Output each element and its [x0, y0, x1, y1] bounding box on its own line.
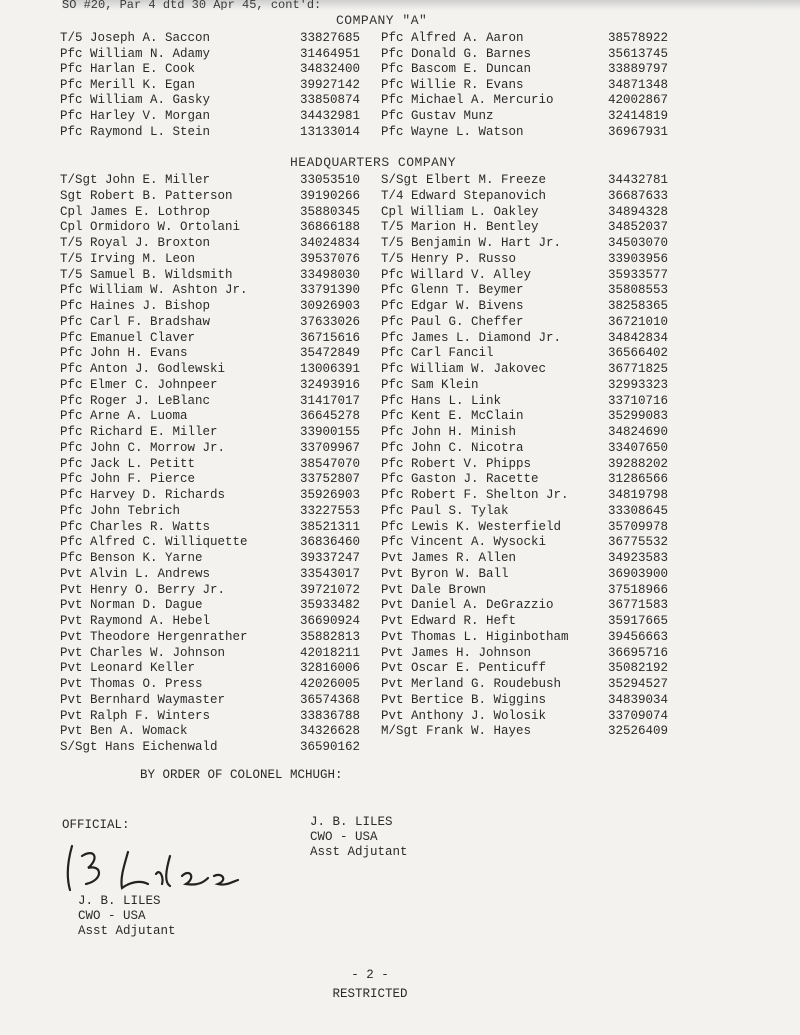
serial-number-left: 13006391 [300, 362, 361, 376]
serial-number-right: 36695716 [608, 645, 669, 660]
signer-name: J. B. LILES [78, 894, 161, 908]
soldier-name-right: Pvt Bertice B. Wiggins [381, 692, 547, 707]
serial-number-right: 36721010 [608, 314, 669, 329]
soldier-name-right: Pfc Wayne L. Watson [381, 124, 524, 139]
soldier-name-right: Pvt Byron W. Ball [381, 566, 509, 581]
serial-number-left: 35880345 [300, 204, 361, 219]
soldier-name-left: Pfc Merill K. Egan [60, 77, 196, 92]
serial-number-left: 35882813 [300, 629, 361, 644]
soldier-name-left: Pfc John H. Evans [60, 346, 188, 361]
soldier-name-left: Pfc Alfred C. Williquette [60, 535, 248, 550]
soldier-name-right: Pfc Donald G. Barnes [381, 46, 532, 61]
serial-number-left: 39190266 [300, 188, 361, 203]
roster-row [0, 31, 800, 47]
signer-title: Asst Adjutant [310, 845, 408, 859]
serial-number-right: 31286566 [608, 472, 669, 487]
soldier-name-right: Pfc Carl Fancil [381, 346, 494, 361]
soldier-name-right: Pvt Anthony J. Wolosik [381, 708, 547, 723]
official-label: OFFICIAL: [62, 818, 130, 832]
continuation-header: SO #20, Par 4 dtd 30 Apr 45, cont'd: [62, 0, 800, 10]
roster-row [0, 693, 800, 709]
serial-number-left: 35926903 [300, 488, 361, 502]
soldier-name-right: Pfc Glenn T. Beymer [381, 283, 524, 298]
roster-row [0, 583, 800, 599]
roster-row [0, 331, 800, 347]
soldier-name-right: Pfc Hans L. Link [381, 393, 502, 408]
serial-number-left: 36590162 [300, 740, 361, 754]
serial-number-left: 34432981 [300, 108, 361, 123]
roster-row [0, 78, 800, 94]
roster-row [0, 409, 800, 425]
company-a-heading: COMPANY "A" [336, 13, 428, 28]
roster-row [0, 457, 800, 473]
roster-row [0, 520, 800, 536]
soldier-name-left: Pvt Leonard Keller [60, 661, 196, 676]
soldier-name-right: M/Sgt Frank W. Hayes [381, 724, 532, 739]
roster-row [0, 125, 800, 141]
serial-number-right: 32526409 [608, 724, 669, 739]
serial-number-left: 30926903 [300, 299, 361, 313]
roster-row [0, 268, 800, 284]
soldier-name-left: Pfc Jack L. Petitt [60, 456, 196, 471]
soldier-name-right: Pfc Gaston J. Racette [381, 472, 539, 487]
serial-number-right: 36687633 [608, 188, 669, 203]
soldier-name-left: Pvt Ralph F. Winters [60, 708, 211, 723]
soldier-name-left: Pfc John C. Morrow Jr. [60, 440, 226, 455]
signature-block-left [78, 894, 176, 939]
soldier-name-left: Pvt Raymond A. Hebel [60, 614, 211, 628]
serial-number-right: 39288202 [608, 456, 669, 471]
soldier-name-left: Pvt Thomas O. Press [60, 677, 203, 691]
roster-row [0, 252, 800, 268]
soldier-name-right: Pvt Dale Brown [381, 582, 487, 597]
roster-row [0, 189, 800, 205]
soldier-name-right: Pfc Alfred A. Aaron [381, 31, 524, 45]
roster-row [0, 598, 800, 614]
roster-row [0, 283, 800, 299]
serial-number-left: 33053510 [300, 173, 361, 187]
serial-number-right: 36771583 [608, 598, 669, 613]
serial-number-right: 34839034 [608, 692, 669, 707]
soldier-name-right: T/4 Edward Stepanovich [381, 188, 547, 203]
roster-row [0, 315, 800, 331]
soldier-name-right: Pfc Gustav Munz [381, 108, 494, 123]
soldier-name-left: Pfc Elmer C. Johnpeer [60, 377, 218, 392]
signer-title: Asst Adjutant [78, 924, 176, 938]
serial-number-right: 34894328 [608, 204, 669, 219]
serial-number-right: 33308645 [608, 503, 669, 518]
serial-number-right: 42002867 [608, 93, 669, 108]
serial-number-right: 35613745 [608, 46, 669, 61]
serial-number-left: 33791390 [300, 283, 361, 298]
soldier-name-left: Pfc Richard E. Miller [60, 425, 218, 439]
order-line: BY ORDER OF COLONEL MCHUGH: [140, 768, 343, 782]
serial-number-left: 31417017 [300, 393, 361, 408]
soldier-name-left: Pvt Bernhard Waymaster [60, 692, 226, 707]
serial-number-right: 32414819 [608, 108, 669, 123]
roster-row [0, 535, 800, 551]
soldier-name-left: Pfc Arne A. Luoma [60, 409, 188, 424]
signer-rank: CWO - USA [78, 909, 146, 923]
roster-row [0, 378, 800, 394]
serial-number-right: 38258365 [608, 299, 669, 313]
roster-row [0, 472, 800, 488]
serial-number-left: 33850874 [300, 93, 361, 108]
serial-number-right: 36903900 [608, 566, 669, 581]
serial-number-right: 34824690 [608, 425, 669, 439]
serial-number-left: 33827685 [300, 31, 361, 45]
roster-row [0, 425, 800, 441]
soldier-name-left: T/5 Samuel B. Wildsmith [60, 267, 233, 282]
serial-number-right: 35808553 [608, 283, 669, 298]
soldier-name-right: Pvt Edward R. Heft [381, 614, 517, 628]
serial-number-left: 38547070 [300, 456, 361, 471]
soldier-name-left: Pfc Roger J. LeBlanc [60, 393, 211, 408]
soldier-name-left: Sgt Robert B. Patterson [60, 188, 233, 203]
soldier-name-right: T/5 Marion H. Bentley [381, 220, 539, 235]
signer-name: J. B. LILES [310, 815, 393, 829]
serial-number-right: 33709074 [608, 708, 669, 723]
serial-number-left: 39721072 [300, 582, 361, 597]
roster-row [0, 299, 800, 315]
classification-marking: RESTRICTED [332, 987, 408, 1001]
soldier-name-left: T/5 Joseph A. Saccon [60, 31, 211, 45]
serial-number-left: 33836788 [300, 708, 361, 723]
soldier-name-right: Pfc Lewis K. Westerfield [381, 519, 562, 534]
serial-number-right: 36967931 [608, 124, 669, 139]
soldier-name-right: Pfc Kent E. McClain [381, 409, 524, 424]
roster-row [0, 362, 800, 378]
serial-number-right: 36771825 [608, 362, 669, 376]
serial-number-left: 32493916 [300, 377, 361, 392]
roster-row [0, 646, 800, 662]
soldier-name-right: Pfc Robert F. Shelton Jr. [381, 488, 569, 502]
soldier-name-right: Cpl William L. Oakley [381, 204, 539, 219]
serial-number-left: 38521311 [300, 519, 361, 534]
soldier-name-right: Pfc John C. Nicotra [381, 440, 524, 455]
soldier-name-right: Pfc Bascom E. Duncan [381, 62, 532, 77]
serial-number-left: 33709967 [300, 440, 361, 455]
soldier-name-left: Cpl Ormidoro W. Ortolani [60, 220, 241, 235]
roster-row [0, 677, 800, 693]
serial-number-right: 36566402 [608, 346, 669, 361]
serial-number-left: 36645278 [300, 409, 361, 424]
roster-row [0, 488, 800, 504]
roster-row [0, 173, 800, 189]
soldier-name-left: Pfc Emanuel Claver [60, 330, 196, 345]
signature-block-right [310, 815, 408, 860]
serial-number-left: 35933482 [300, 598, 361, 613]
soldier-name-left: Pvt Ben A. Womack [60, 724, 188, 739]
serial-number-left: 39537076 [300, 251, 361, 266]
soldier-name-right: T/5 Benjamin W. Hart Jr. [381, 236, 562, 250]
roster-row [0, 567, 800, 583]
roster-row [0, 220, 800, 236]
roster-row [0, 709, 800, 725]
soldier-name-right: Pvt Oscar E. Penticuff [381, 661, 547, 676]
serial-number-right: 33889797 [608, 62, 669, 77]
soldier-name-left: Pfc Charles R. Watts [60, 519, 211, 534]
soldier-name-left: Cpl James E. Lothrop [60, 204, 211, 219]
soldier-name-left: Pfc Benson K. Yarne [60, 551, 203, 565]
soldier-name-left: Pfc Raymond L. Stein [60, 124, 211, 139]
serial-number-left: 33900155 [300, 425, 361, 439]
serial-number-left: 13133014 [300, 124, 361, 139]
soldier-name-left: Pfc Harvey D. Richards [60, 488, 226, 502]
roster-row [0, 551, 800, 567]
serial-number-left: 36836460 [300, 535, 361, 550]
soldier-name-right: Pfc Paul S. Tylak [381, 503, 509, 518]
soldier-name-left: S/Sgt Hans Eichenwald [60, 740, 218, 754]
hq-company-heading: HEADQUARTERS COMPANY [290, 155, 457, 170]
soldier-name-right: Pfc John H. Minish [381, 425, 517, 439]
soldier-name-left: Pvt Theodore Hergenrather [60, 629, 248, 644]
soldier-name-left: T/5 Irving M. Leon [60, 251, 196, 266]
serial-number-left: 34326628 [300, 724, 361, 739]
serial-number-right: 35709978 [608, 519, 669, 534]
soldier-name-left: Pfc William N. Adamy [60, 46, 211, 61]
roster-row [0, 394, 800, 410]
roster-row [0, 346, 800, 362]
soldier-name-left: Pvt Norman D. Dague [60, 598, 203, 613]
serial-number-left: 31464951 [300, 46, 361, 61]
soldier-name-right: Pvt James H. Johnson [381, 645, 532, 660]
signer-rank: CWO - USA [310, 830, 378, 844]
roster-row [0, 93, 800, 109]
soldier-name-right: Pfc Michael A. Mercurio [381, 93, 554, 108]
serial-number-left: 33752807 [300, 472, 361, 487]
soldier-name-right: Pfc Paul G. Cheffer [381, 314, 524, 329]
serial-number-right: 34432781 [608, 173, 669, 187]
roster-row [0, 109, 800, 125]
roster-row [0, 236, 800, 252]
soldier-name-left: Pfc Carl F. Bradshaw [60, 314, 211, 329]
roster-row [0, 724, 800, 740]
serial-number-right: 34923583 [608, 551, 669, 565]
soldier-name-right: Pvt Daniel A. DeGrazzio [381, 598, 554, 613]
roster-row [0, 630, 800, 646]
serial-number-left: 42018211 [300, 645, 361, 660]
serial-number-right: 34819798 [608, 488, 669, 502]
soldier-name-right: T/5 Henry P. Russo [381, 251, 517, 266]
soldier-name-left: Pfc Anton J. Godlewski [60, 362, 226, 376]
serial-number-right: 34842834 [608, 330, 669, 345]
roster-row [0, 661, 800, 677]
roster-row [0, 62, 800, 78]
serial-number-right: 38578922 [608, 31, 669, 45]
soldier-name-right: Pfc Robert V. Phipps [381, 456, 532, 471]
serial-number-left: 36866188 [300, 220, 361, 235]
serial-number-right: 34871348 [608, 77, 669, 92]
soldier-name-left: Pfc Harlan E. Cook [60, 62, 196, 77]
soldier-name-right: S/Sgt Elbert M. Freeze [381, 173, 547, 187]
roster-row [0, 740, 800, 756]
soldier-name-right: Pfc James L. Diamond Jr. [381, 330, 562, 345]
soldier-name-left: Pvt Alvin L. Andrews [60, 566, 211, 581]
soldier-name-left: Pfc William A. Gasky [60, 93, 211, 108]
serial-number-left: 33543017 [300, 566, 361, 581]
soldier-name-right: Pvt Merland G. Roudebush [381, 677, 562, 691]
roster-row [0, 614, 800, 630]
serial-number-right: 35917665 [608, 614, 669, 628]
soldier-name-left: Pfc William W. Ashton Jr. [60, 283, 248, 298]
company-a-roster [0, 31, 800, 140]
serial-number-right: 34852037 [608, 220, 669, 235]
soldier-name-left: Pfc John F. Pierce [60, 472, 196, 487]
serial-number-right: 35933577 [608, 267, 669, 282]
serial-number-left: 34832400 [300, 62, 361, 77]
serial-number-right: 37518966 [608, 582, 669, 597]
soldier-name-right: Pvt James R. Allen [381, 551, 517, 565]
serial-number-left: 33227553 [300, 503, 361, 518]
soldier-name-right: Pfc William W. Jakovec [381, 362, 547, 376]
serial-number-left: 42026005 [300, 677, 361, 691]
soldier-name-left: Pfc Haines J. Bishop [60, 299, 211, 313]
serial-number-left: 37633026 [300, 314, 361, 329]
serial-number-right: 35082192 [608, 661, 669, 676]
serial-number-right: 34503070 [608, 236, 669, 250]
serial-number-right: 35294527 [608, 677, 669, 691]
serial-number-left: 34024834 [300, 236, 361, 250]
serial-number-right: 33710716 [608, 393, 669, 408]
serial-number-right: 39456663 [608, 629, 669, 644]
handwritten-signature [58, 838, 258, 898]
serial-number-right: 35299083 [608, 409, 669, 424]
soldier-name-left: Pfc Harley V. Morgan [60, 108, 211, 123]
serial-number-right: 36775532 [608, 535, 669, 550]
serial-number-left: 36690924 [300, 614, 361, 628]
soldier-name-left: T/5 Royal J. Broxton [60, 236, 211, 250]
hq-company-roster [0, 173, 800, 756]
soldier-name-left: Pvt Henry O. Berry Jr. [60, 582, 226, 597]
soldier-name-right: Pfc Edgar W. Bivens [381, 299, 524, 313]
soldier-name-right: Pvt Thomas L. Higinbotham [381, 629, 569, 644]
soldier-name-left: Pvt Charles W. Johnson [60, 645, 226, 660]
soldier-name-left: Pfc John Tebrich [60, 503, 181, 518]
serial-number-right: 33407650 [608, 440, 669, 455]
soldier-name-right: Pfc Willard V. Alley [381, 267, 532, 282]
serial-number-right: 33903956 [608, 251, 669, 266]
roster-row [0, 47, 800, 63]
serial-number-left: 33498030 [300, 267, 361, 282]
serial-number-left: 35472849 [300, 346, 361, 361]
serial-number-left: 39337247 [300, 551, 361, 565]
soldier-name-left: T/Sgt John E. Miller [60, 173, 211, 187]
soldier-name-right: Pfc Vincent A. Wysocki [381, 535, 547, 550]
serial-number-left: 32816006 [300, 661, 361, 676]
soldier-name-right: Pfc Sam Klein [381, 377, 479, 392]
soldier-name-right: Pfc Willie R. Evans [381, 77, 524, 92]
serial-number-left: 39927142 [300, 77, 361, 92]
serial-number-left: 36574368 [300, 692, 361, 707]
page-number: - 2 - [351, 968, 389, 982]
serial-number-left: 36715616 [300, 330, 361, 345]
serial-number-right: 32993323 [608, 377, 669, 392]
roster-row [0, 504, 800, 520]
roster-row [0, 441, 800, 457]
roster-row [0, 205, 800, 221]
